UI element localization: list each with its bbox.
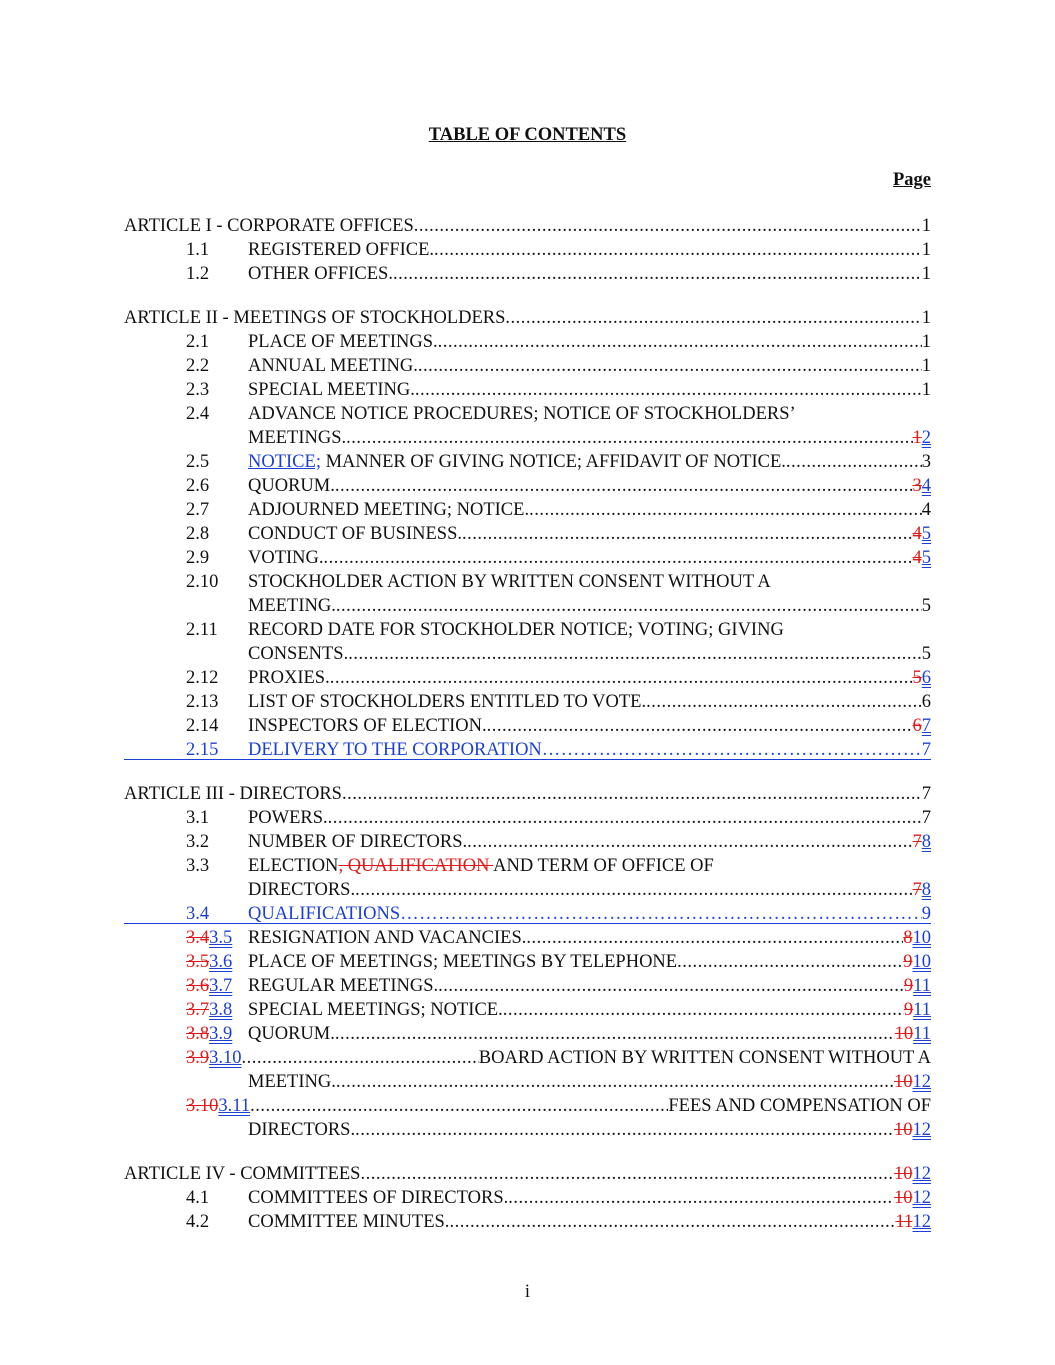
toc-label: POWERS. [248, 808, 328, 828]
toc-number: 3.73.8 [186, 1000, 233, 1020]
leader-dots [462, 522, 913, 546]
toc-label: QUORUM. [248, 476, 335, 496]
leader-dots [348, 642, 922, 666]
toc-number: 3.93.10 [186, 1048, 242, 1068]
toc-number: 3.103.11 [186, 1096, 251, 1116]
toc-label: REGULAR MEETINGS. [248, 976, 439, 996]
toc-page [913, 426, 932, 450]
leader-dots [487, 714, 913, 738]
toc-entry-3-10-cont[interactable] [124, 1070, 931, 1094]
toc-page: 5 [921, 596, 931, 616]
toc-number: 3.4 [186, 904, 210, 924]
toc-number: 2.4 [186, 404, 210, 424]
leader-dots [646, 690, 922, 714]
inserted-page: 10 [912, 952, 931, 972]
toc-page [913, 878, 932, 902]
leader-dots [503, 998, 904, 1022]
toc-entry-2-5[interactable] [124, 450, 931, 474]
deleted-page: 9 [903, 952, 913, 972]
toc-entry-2-3[interactable] [124, 378, 931, 402]
toc-page [903, 926, 931, 950]
inserted-page: 10 [912, 928, 931, 948]
deleted-page: 4 [912, 524, 922, 544]
inserted-page: 8 [921, 880, 931, 900]
toc-label: ARTICLE II - MEETINGS OF STOCKHOLDERS [124, 308, 506, 328]
toc-number: 2.7 [186, 500, 210, 520]
toc-page [913, 714, 932, 738]
leader-dots [505, 306, 921, 330]
toc-entry-2-4[interactable] [124, 402, 931, 426]
deleted-page: 8 [903, 928, 913, 948]
toc-label: LIST OF STOCKHOLDERS ENTITLED TO VOTE. [248, 692, 647, 712]
toc-entry-2-14[interactable] [124, 714, 931, 738]
toc-label: CONSENTS. [248, 644, 349, 664]
leader-dots [438, 330, 922, 354]
toc-number: 2.14 [186, 716, 219, 736]
inserted-page: 12 [912, 1072, 931, 1092]
toc-label: BOARD ACTION BY WRITTEN CONSENT WITHOUT A [478, 1048, 931, 1068]
leader-dots [335, 474, 913, 498]
toc-entry-2-9[interactable] [124, 546, 931, 570]
inserted-page: 8 [921, 832, 931, 852]
toc-page: 5 [921, 644, 931, 664]
toc-number: 2.1 [186, 332, 210, 352]
toc-number: 3.43.5 [186, 928, 233, 948]
toc-page [913, 830, 932, 854]
toc-entry-1-2[interactable] [124, 262, 931, 286]
inserted-page: 11 [913, 1000, 931, 1020]
toc-page [894, 1162, 931, 1186]
toc-label: ADVANCE NOTICE PROCEDURES; NOTICE OF STOCKHOLDERS’ [248, 404, 796, 424]
toc-entry-3-9[interactable] [124, 1022, 931, 1046]
toc-entry-3-1[interactable] [124, 806, 931, 830]
toc-label: SPECIAL MEETINGS; NOTICE. [248, 1000, 503, 1020]
leader-dots [449, 1210, 895, 1234]
toc-label: ARTICLE III - DIRECTORS [124, 784, 342, 804]
leader-dots [438, 974, 904, 998]
toc-entry-3-3[interactable] [124, 854, 931, 878]
toc-label: REGISTERED OFFICE. [248, 240, 435, 260]
toc-number: 3.2 [186, 832, 210, 852]
toc-entry-2-6[interactable] [124, 474, 931, 498]
toc-number: 2.6 [186, 476, 210, 496]
leader-dots [415, 378, 922, 402]
leader-dots [336, 594, 922, 618]
toc-label: ANNUAL MEETING. [248, 356, 418, 376]
toc-entry-2-8[interactable] [124, 522, 931, 546]
leader-dots [336, 1070, 894, 1094]
toc-label: MEETINGS. [248, 428, 347, 448]
toc-page [904, 998, 931, 1022]
inserted-page: 12 [912, 1188, 931, 1208]
toc-number: 1.2 [186, 264, 210, 284]
toc-page: 1 [921, 380, 931, 400]
table-of-contents [124, 214, 931, 1234]
leader-dots [434, 238, 922, 262]
toc-page: 1 [921, 332, 931, 352]
toc-number: 2.15 [186, 740, 219, 760]
toc-page: 1 [921, 216, 931, 236]
leader-dots [324, 546, 913, 570]
deleted-page: 4 [912, 548, 922, 568]
toc-page [895, 1022, 931, 1046]
leader-dots [542, 738, 922, 762]
toc-entry-2-10-cont[interactable] [124, 594, 931, 618]
toc-label: PLACE OF MEETINGS. [248, 332, 438, 352]
inserted-page: 4 [921, 476, 931, 496]
toc-label: STOCKHOLDER ACTION BY WRITTEN CONSENT WITHOUT A [248, 572, 771, 592]
deleted-page: 6 [912, 716, 922, 736]
leader-dots [242, 1046, 479, 1070]
toc-label: INSPECTORS OF ELECTION. [248, 716, 487, 736]
inserted-page: 12 [912, 1164, 931, 1184]
inserted-page: 11 [913, 1024, 931, 1044]
toc-label: COMMITTEES OF DIRECTORS. [248, 1188, 509, 1208]
toc-number: 2.5 [186, 452, 210, 472]
deleted-page: 10 [894, 1120, 913, 1140]
toc-label: ARTICLE I - CORPORATE OFFICES [124, 216, 414, 236]
toc-label: PROXIES. [248, 668, 330, 688]
leader-dots [529, 498, 922, 522]
leader-dots [393, 262, 922, 286]
toc-page: 1 [921, 264, 931, 284]
toc-number: 2.8 [186, 524, 210, 544]
toc-page: 1 [921, 240, 931, 260]
toc-number: 4.1 [186, 1188, 210, 1208]
toc-article-i[interactable] [124, 214, 931, 238]
leader-dots [508, 1186, 894, 1210]
toc-entry-2-12[interactable] [124, 666, 931, 690]
toc-entry-4-2[interactable] [124, 1210, 931, 1234]
toc-page [894, 1070, 931, 1094]
toc-label: SPECIAL MEETING. [248, 380, 415, 400]
deleted-page: 9 [903, 976, 914, 996]
toc-number: 2.2 [186, 356, 210, 376]
toc-number: 3.63.7 [186, 976, 233, 996]
inserted-text: NOTICE; [248, 452, 321, 472]
leader-dots [328, 806, 922, 830]
deleted-text: , QUALIFICATION [338, 856, 494, 876]
toc-article-ii[interactable] [124, 306, 931, 330]
toc-label: MEETING. [248, 1072, 336, 1092]
toc-page [894, 1186, 931, 1210]
inserted-page: 6 [921, 668, 931, 688]
toc-article-iii[interactable] [124, 782, 931, 806]
toc-page: 3 [921, 452, 931, 472]
inserted-page: 12 [912, 1212, 931, 1232]
toc-label: PLACE OF MEETINGS; MEETINGS BY TELEPHONE [248, 952, 678, 972]
toc-page: 9 [921, 904, 931, 924]
leader-dots [467, 830, 912, 854]
toc-number: 2.9 [186, 548, 210, 568]
toc-entry-2-4-cont[interactable] [124, 426, 931, 450]
page-number-footer: i [524, 1282, 531, 1302]
toc-entry-2-13[interactable] [124, 690, 931, 714]
toc-title: TABLE OF CONTENTS [428, 125, 627, 145]
toc-entry-4-1[interactable] [124, 1186, 931, 1210]
toc-label: NOTICE; MANNER OF GIVING NOTICE; AFFIDAVIT OF NOTICE. [248, 452, 786, 472]
deleted-page: 5 [912, 668, 922, 688]
deleted-page: 10 [894, 1164, 913, 1184]
toc-entry-3-7[interactable] [124, 974, 931, 998]
toc-number: 4.2 [186, 1212, 210, 1232]
toc-label: DIRECTORS. [248, 1120, 356, 1140]
inserted-page: 2 [921, 428, 931, 448]
toc-entry-2-11-cont[interactable] [124, 642, 931, 666]
toc-label: QUALIFICATIONS [248, 904, 401, 924]
deleted-page: 10 [894, 1188, 913, 1208]
toc-page: 7 [921, 740, 931, 760]
toc-page [894, 1118, 931, 1142]
leader-dots [418, 354, 922, 378]
toc-number: 2.3 [186, 380, 210, 400]
toc-number: 3.83.9 [186, 1024, 233, 1044]
toc-label: FEES AND COMPENSATION OF [668, 1096, 931, 1116]
toc-label: CONDUCT OF BUSINESS. [248, 524, 462, 544]
toc-label: VOTING. [248, 548, 324, 568]
toc-label: RESIGNATION AND VACANCIES. [248, 928, 527, 948]
toc-entry-2-7[interactable] [124, 498, 931, 522]
toc-label: COMMITTEE MINUTES. [248, 1212, 450, 1232]
toc-label: DIRECTORS. [248, 880, 356, 900]
toc-entry-2-1[interactable] [124, 330, 931, 354]
deleted-page: 11 [895, 1212, 913, 1232]
toc-label: ARTICLE IV - COMMITTEES [124, 1164, 361, 1184]
toc-label: RECORD DATE FOR STOCKHOLDER NOTICE; VOTING; GIVING [248, 620, 784, 640]
leader-dots [346, 426, 912, 450]
toc-entry-3-5[interactable] [124, 926, 931, 950]
toc-label: DELIVERY TO THE CORPORATION [248, 740, 542, 760]
leader-dots [355, 878, 912, 902]
toc-entry-2-11[interactable] [124, 618, 931, 642]
toc-entry-2-15-inserted[interactable] [124, 738, 931, 762]
inserted-page: 12 [912, 1120, 931, 1140]
inserted-page: 5 [921, 548, 931, 568]
toc-article-iv[interactable] [124, 1162, 931, 1186]
toc-page [895, 1210, 931, 1234]
toc-number: 3.53.6 [186, 952, 233, 972]
toc-label: NUMBER OF DIRECTORS. [248, 832, 468, 852]
deleted-page: 3 [912, 476, 922, 496]
toc-entry-3-2[interactable] [124, 830, 931, 854]
toc-label: ADJOURNED MEETING; NOTICE. [248, 500, 530, 520]
toc-entry-3-11-cont[interactable] [124, 1118, 931, 1142]
deleted-page: 9 [903, 1000, 914, 1020]
toc-number: 3.3 [186, 856, 210, 876]
toc-entry-3-8[interactable] [124, 998, 931, 1022]
toc-page: 1 [921, 308, 931, 328]
leader-dots [355, 1118, 894, 1142]
toc-page: 7 [921, 808, 931, 828]
leader-dots [414, 214, 922, 238]
inserted-page: 11 [913, 976, 931, 996]
toc-label: OTHER OFFICES. [248, 264, 393, 284]
inserted-page: 7 [921, 716, 931, 736]
deleted-page: 7 [912, 832, 922, 852]
toc-entry-2-2[interactable] [124, 354, 931, 378]
toc-entry-3-11[interactable] [124, 1094, 931, 1118]
leader-dots [342, 782, 922, 806]
toc-entry-3-10[interactable] [124, 1046, 931, 1070]
toc-number: 2.10 [186, 572, 219, 592]
toc-number: 2.11 [186, 620, 218, 640]
toc-number: 1.1 [186, 240, 210, 260]
toc-entry-2-10[interactable] [124, 570, 931, 594]
leader-dots [677, 950, 903, 974]
toc-page: 4 [921, 500, 931, 520]
toc-page [913, 546, 932, 570]
toc-page [913, 474, 932, 498]
deleted-page: 7 [912, 880, 922, 900]
toc-number: 2.13 [186, 692, 219, 712]
toc-entry-1-1[interactable] [124, 238, 931, 262]
toc-entry-3-3-cont[interactable] [124, 878, 931, 902]
toc-page: 1 [921, 356, 931, 376]
toc-page: 7 [921, 784, 931, 804]
toc-number: 2.12 [186, 668, 219, 688]
toc-number: 3.1 [186, 808, 210, 828]
toc-label: ELECTION, QUALIFICATION AND TERM OF OFFICE OF [248, 856, 714, 876]
leader-dots [400, 902, 922, 926]
toc-page [913, 666, 932, 690]
page-column-header: Page [892, 170, 931, 190]
deleted-page: 1 [912, 428, 922, 448]
deleted-page: 10 [894, 1072, 913, 1092]
inserted-page: 5 [921, 524, 931, 544]
toc-label: QUORUM. [248, 1024, 335, 1044]
deleted-page: 10 [894, 1024, 914, 1044]
toc-entry-3-4-inserted[interactable] [124, 902, 931, 926]
toc-page [913, 522, 932, 546]
leader-dots [786, 450, 922, 474]
toc-page: 6 [921, 692, 931, 712]
toc-page [903, 950, 931, 974]
leader-dots [360, 1162, 894, 1186]
leader-dots [526, 926, 903, 950]
toc-page [904, 974, 931, 998]
toc-entry-3-6[interactable] [124, 950, 931, 974]
toc-label: MEETING. [248, 596, 336, 616]
leader-dots [330, 666, 913, 690]
leader-dots [335, 1022, 895, 1046]
leader-dots [250, 1094, 668, 1118]
